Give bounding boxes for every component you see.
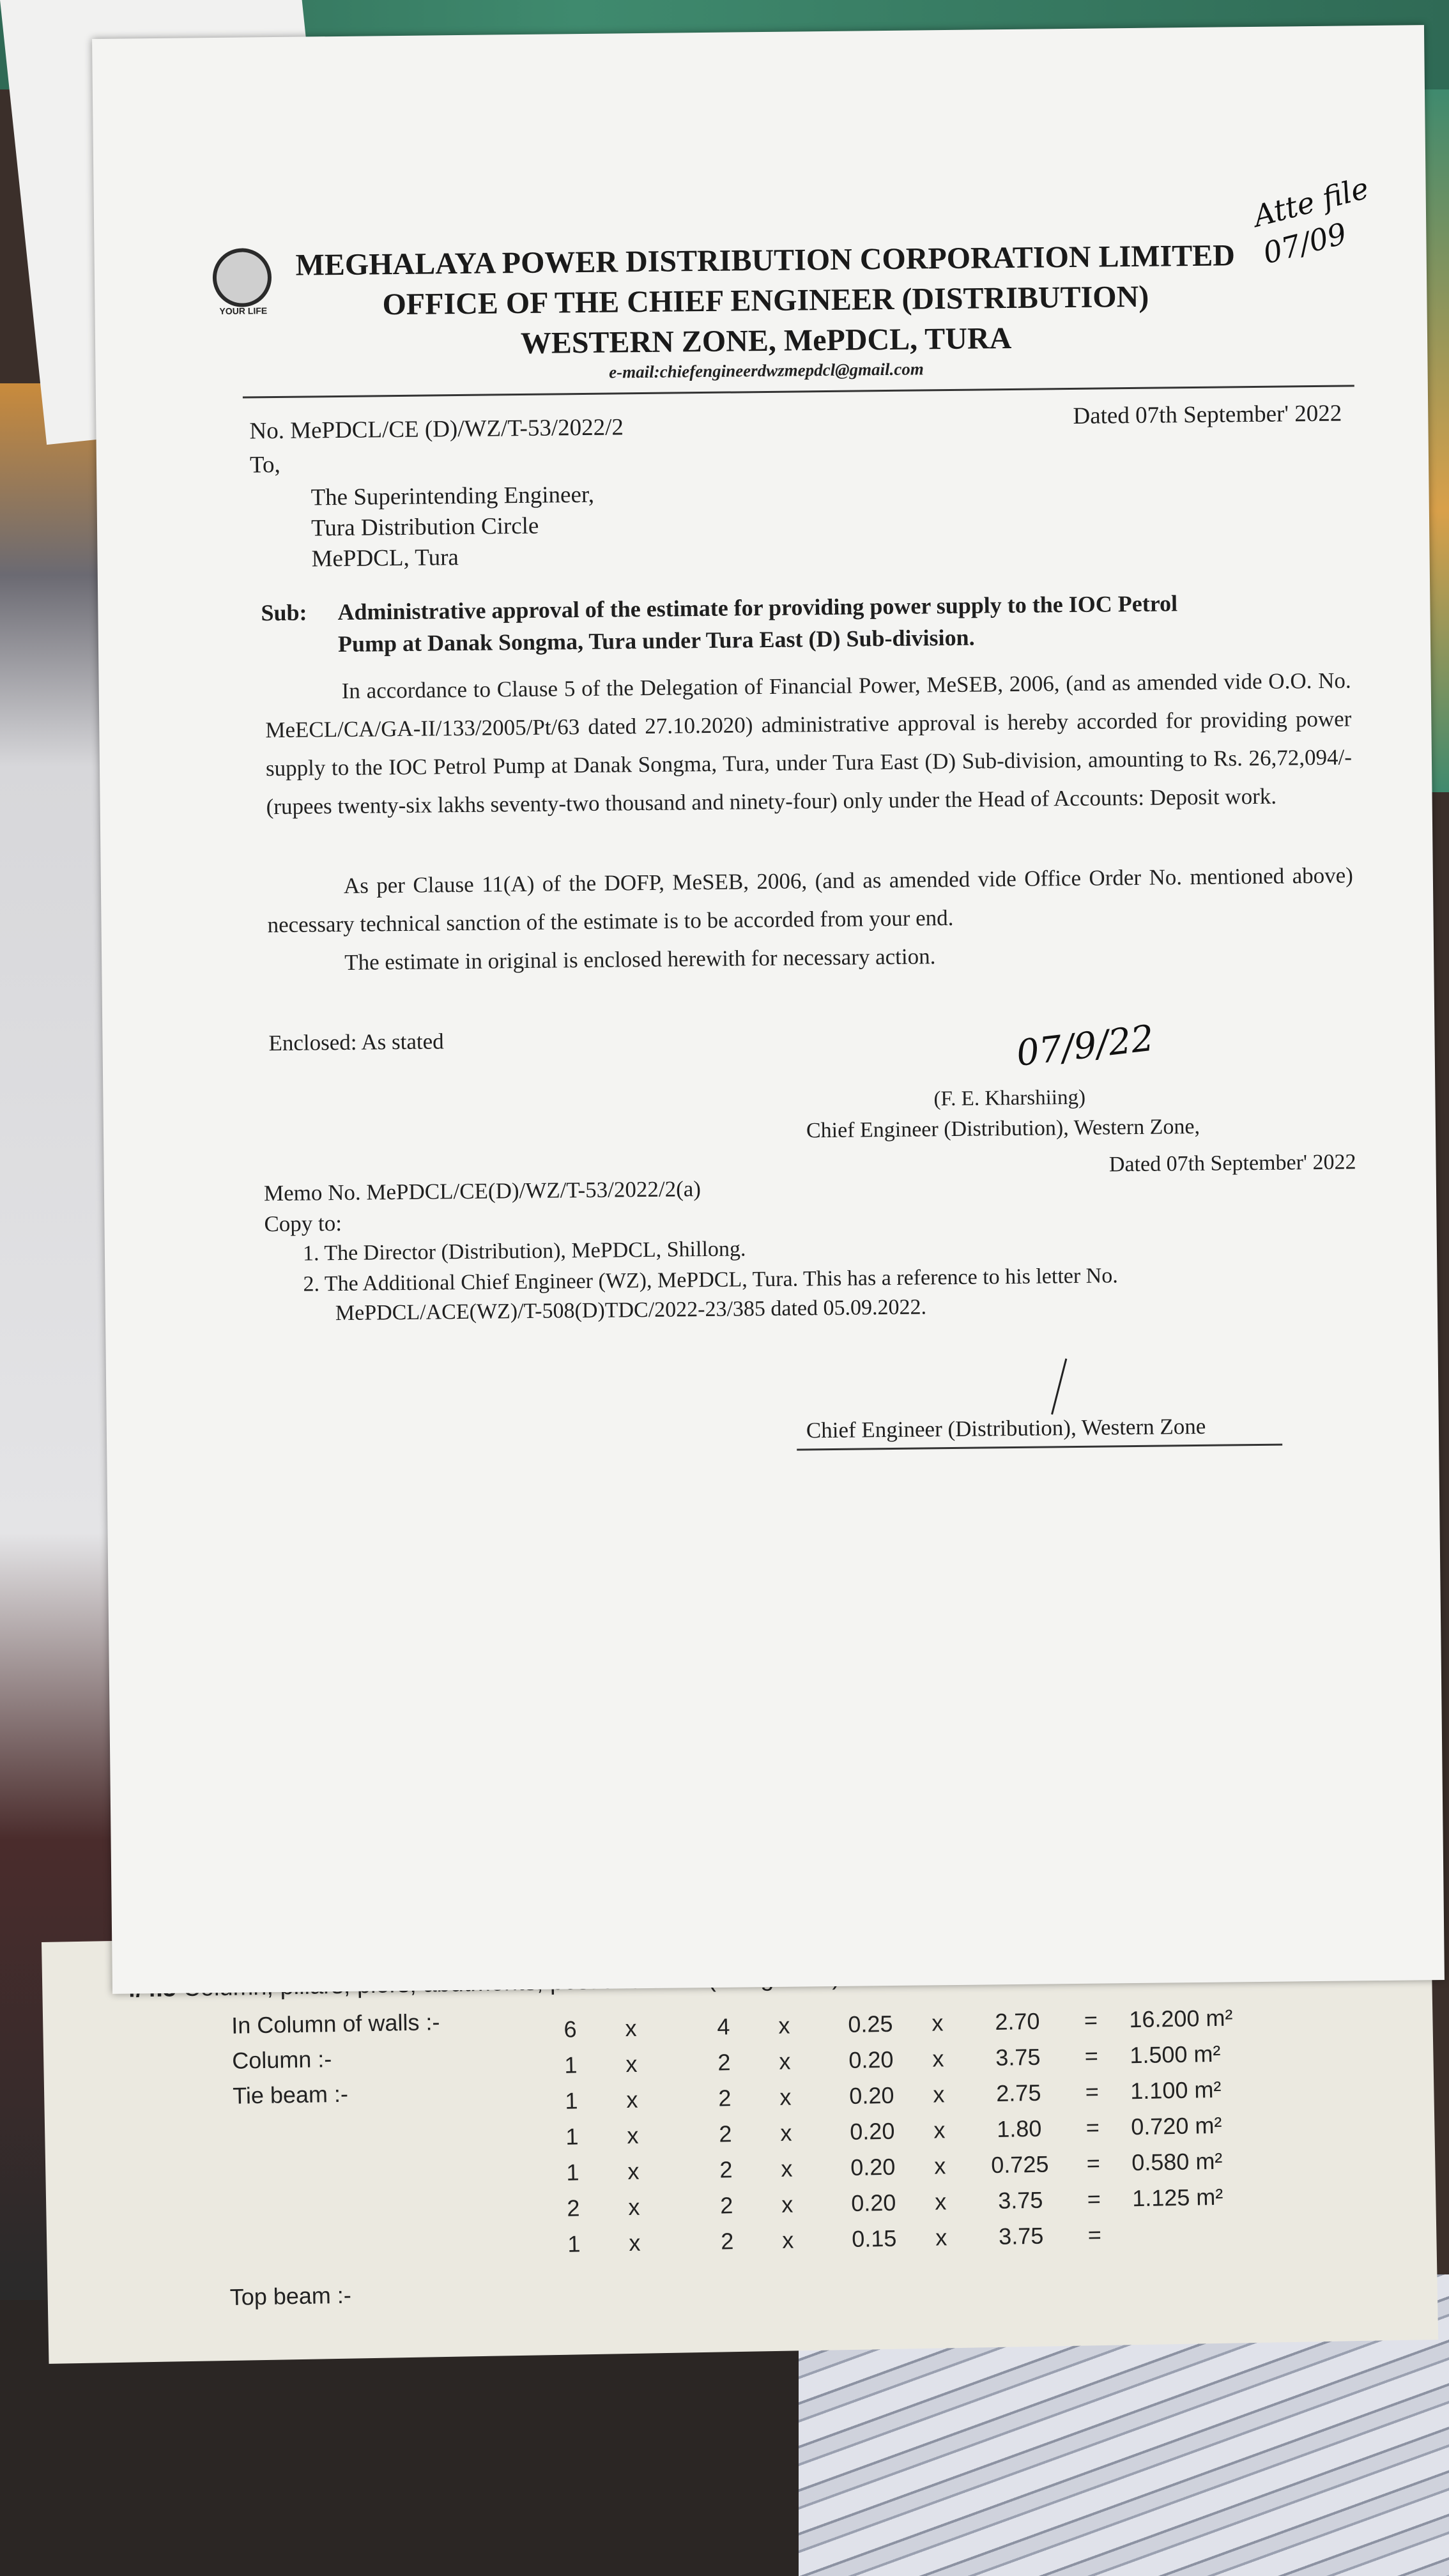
row-factor: 2	[719, 2156, 733, 2183]
logo-text: YOUR LIFE	[219, 305, 268, 316]
row-width: 0.20	[850, 2189, 896, 2216]
addressee-line-1: The Superintending Engineer,	[310, 481, 595, 511]
multiply-sign: x	[628, 2229, 641, 2257]
row-factor: 2	[719, 2192, 733, 2219]
body-paragraph-1: In accordance to Clause 5 of the Delegation of Financial Power, MeSEB, 2006, (and as amended vide O.O. No. MeECL/CA/GA-II/133/2005/Pt/63 dated 27.10.2020) administrative approval is hereby accorded for providing power supply to the IOC Petrol Pump at Danak Songma, Tura, under Tura East (D) Sub-division, amounting to Rs. 26,72,094/- (rupees twenty-six lakhs seventy-two thousand and ninety-four) only under the Head of Accounts: Deposit work.	[265, 668, 1353, 820]
initial-mark	[1051, 1358, 1067, 1414]
row-count: 1	[567, 2230, 581, 2257]
multiply-sign: x	[627, 2158, 640, 2185]
multiply-sign: x	[935, 2224, 947, 2251]
multiply-sign: x	[781, 2227, 794, 2253]
multiply-sign: x	[933, 2152, 946, 2179]
multiply-sign: x	[933, 2117, 946, 2143]
multiply-sign: x	[781, 2155, 793, 2182]
row-length: 0.725	[990, 2150, 1049, 2179]
row-width: 0.20	[850, 2153, 896, 2181]
worksheet-calculation-rows	[541, 2002, 1376, 2285]
row-width: 0.20	[848, 2082, 894, 2109]
row-width: 0.20	[848, 2046, 894, 2073]
copy-item-2-continued: MePDCL/ACE(WZ)/T-508(D)TDC/2022-23/385 dated 05.09.2022.	[335, 1295, 927, 1326]
letterhead-office: OFFICE OF THE CHIEF ENGINEER (DISTRIBUTION)	[382, 279, 1149, 322]
row-result: 1.100 m²	[1130, 2076, 1222, 2104]
row-factor: 2	[717, 2049, 731, 2076]
equals-sign: =	[1087, 2186, 1101, 2212]
letter-reference-number: No. MePDCL/CE (D)/WZ/T-53/2022/2	[249, 414, 624, 445]
multiply-sign: x	[779, 2083, 792, 2110]
signature-date: 07/9/22	[1014, 1017, 1156, 1075]
equals-sign: =	[1087, 2221, 1102, 2248]
multiply-sign: x	[626, 2086, 638, 2113]
row-count: 2	[567, 2195, 580, 2221]
equals-sign: =	[1084, 2043, 1099, 2069]
addressee-line-2: Tura Distribution Circle	[310, 512, 539, 542]
signatory-title: Chief Engineer (Distribution), Western Zone,	[806, 1114, 1200, 1143]
equals-sign: =	[1085, 2114, 1100, 2141]
memo-number: Memo No. MePDCL/CE(D)/WZ/T-53/2022/2(a)	[263, 1176, 702, 1206]
row-width: 0.20	[849, 2117, 895, 2145]
multiply-sign: x	[931, 2009, 944, 2036]
subject-line-1: Administrative approval of the estimate for providing power supply to the IOC Petrol	[337, 590, 1178, 625]
copy-to-label: Copy to:	[264, 1211, 342, 1237]
equals-sign: =	[1086, 2150, 1101, 2177]
worksheet-label-column: Column :-	[231, 2046, 332, 2074]
row-count: 1	[564, 2051, 578, 2078]
row-factor: 2	[719, 2120, 732, 2147]
equals-sign: =	[1085, 2078, 1100, 2105]
body-paragraph-3: The estimate in original is enclosed herewith for necessary action.	[344, 944, 936, 975]
row-length: 3.75	[995, 2043, 1041, 2071]
row-length: 1.80	[996, 2115, 1042, 2142]
multiply-sign: x	[628, 2193, 640, 2221]
footer-signatory-underline	[797, 1444, 1282, 1451]
body-paragraph-2: As per Clause 11(A) of the DOFP, MeSEB, 2006, (and as amended vide Office Order No. mentioned above) necessary technical sanction of the estimate is to be accorded from your end.	[267, 862, 1354, 938]
footer-signatory: Chief Engineer (Distribution), Western Zone	[806, 1413, 1206, 1443]
multiply-sign: x	[932, 2045, 944, 2072]
multiply-sign: x	[625, 2050, 638, 2078]
multiply-sign: x	[934, 2188, 947, 2215]
row-factor: 2	[718, 2085, 732, 2112]
letter-page	[92, 25, 1445, 1994]
row-count: 6	[564, 2016, 577, 2043]
worksheet-label-tie-beam: Tie beam :-	[232, 2080, 349, 2109]
copy-item-2: 2. The Additional Chief Engineer (WZ), MePDCL, Tura. This has a reference to his letter No.	[303, 1264, 1118, 1296]
worksheet-subheading: In Column of walls :-	[231, 2009, 440, 2039]
multiply-sign: x	[625, 2014, 637, 2042]
row-length: 2.70	[994, 2007, 1040, 2035]
row-length: 3.75	[998, 2222, 1044, 2250]
letter-to-label: To,	[249, 451, 281, 479]
multiply-sign: x	[781, 2191, 793, 2218]
row-factor: 2	[720, 2228, 734, 2255]
multiply-sign: x	[778, 2012, 790, 2039]
row-count: 1	[566, 2159, 579, 2186]
subject-line-2: Pump at Danak Songma, Tura under Tura East (D) Sub-division.	[337, 624, 975, 657]
row-result: 0.720 m²	[1130, 2112, 1222, 2140]
signatory-name: (F. E. Kharshiing)	[933, 1085, 1086, 1111]
multiply-sign: x	[779, 2048, 791, 2074]
row-width: 0.15	[851, 2225, 897, 2252]
row-result: 1.125 m²	[1131, 2183, 1223, 2212]
letter-date: Dated 07th September' 2022	[1073, 400, 1342, 429]
copy-item-1: 1. The Director (Distribution), MePDCL, Shillong.	[302, 1237, 746, 1266]
subject-label: Sub:	[261, 599, 307, 626]
row-width: 0.25	[848, 2010, 893, 2037]
row-result: 16.200 m²	[1129, 2004, 1233, 2033]
equals-sign: =	[1084, 2007, 1098, 2034]
letterhead-rule	[243, 385, 1354, 398]
memo-date: Dated 07th September' 2022	[1108, 1150, 1356, 1177]
letterhead-org: MEGHALAYA POWER DISTRIBUTION CORPORATION LIMITED	[295, 238, 1236, 282]
letterhead-email: e-mail:chiefengineerdwzmepdcl@gmail.com	[609, 359, 924, 382]
multiply-sign: x	[627, 2122, 639, 2149]
row-result: 0.580 m²	[1131, 2147, 1223, 2176]
margin-handwritten-note: Atte file 07/09	[1250, 171, 1372, 271]
row-length: 2.75	[995, 2079, 1041, 2106]
row-factor: 4	[717, 2013, 730, 2040]
enclosure-note: Enclosed: As stated	[268, 1029, 444, 1056]
worksheet-label-top-beam: Top beam :-	[229, 2281, 352, 2310]
multiply-sign: x	[933, 2081, 945, 2108]
row-length: 3.75	[997, 2186, 1043, 2214]
row-result: 1.500 m²	[1129, 2040, 1221, 2069]
multiply-sign: x	[780, 2119, 792, 2146]
row-count: 1	[565, 2087, 578, 2114]
letterhead-zone: WESTERN ZONE, MePDCL, TURA	[520, 321, 1012, 361]
row-count: 1	[565, 2123, 579, 2150]
addressee-line-3: MePDCL, Tura	[311, 544, 459, 572]
